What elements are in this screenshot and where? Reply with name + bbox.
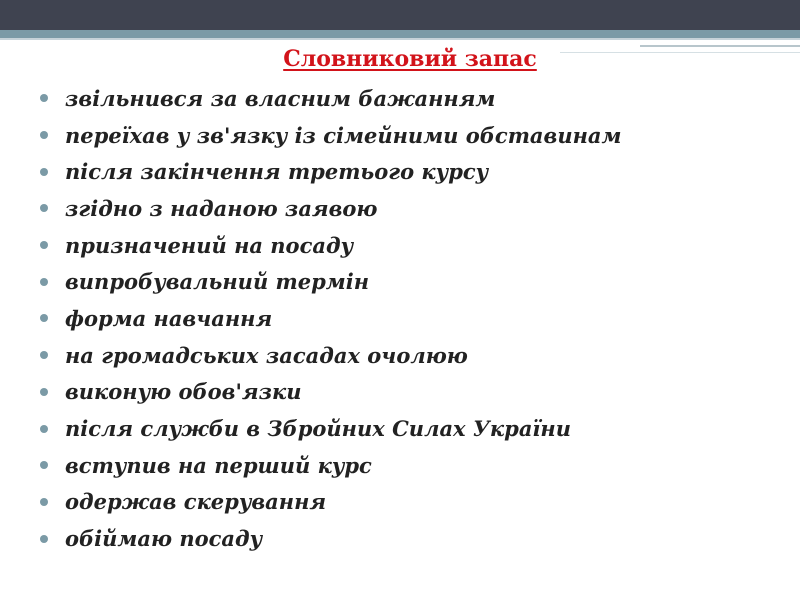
bullet-icon [40,241,48,249]
bullet-icon [40,351,48,359]
bullet-icon [40,314,48,322]
bullet-icon [40,94,48,102]
list-item-text: переїхав у зв'язку із сімейними обставинам [65,122,622,148]
list-item [40,410,621,447]
list-item-text: звільнився за власним бажанням [65,85,496,111]
header-accent-stripe [0,30,800,38]
header-band [0,0,800,30]
list-item-text: на громадських засадах очолюю [65,342,468,368]
list-item [40,153,621,190]
bullet-icon [40,498,48,506]
list-item [40,484,621,521]
list-item-text: згідно з наданою заявою [65,195,378,221]
list-item-text: призначений на посаду [65,232,354,258]
list-item [40,117,621,154]
list-item-text: одержав скерування [65,489,327,515]
list-item [40,520,621,557]
list-item [40,337,621,374]
list-item-text: виконую обов'язки [65,379,302,405]
bullet-icon [40,204,48,212]
header-divider-line [0,38,800,40]
list-item [40,374,621,411]
list-item-text: після закінчення третього курсу [65,159,489,185]
list-item-text: вступив на перший курс [65,452,372,478]
list-item [40,227,621,264]
list-item-text: обіймаю посаду [65,526,263,552]
bullet-icon [40,131,48,139]
bullet-icon [40,278,48,286]
list-item [40,300,621,337]
bullet-icon [40,461,48,469]
list-item-text: випробувальний термін [65,269,370,295]
list-item-text: після служби в Збройних Силах України [65,416,571,442]
bullet-icon [40,168,48,176]
list-item [40,80,621,117]
list-item [40,190,621,227]
list-item [40,263,621,300]
list-item-text: форма навчання [65,305,273,331]
bullet-icon [40,535,48,543]
bullet-icon [40,388,48,396]
list-item [40,447,621,484]
vocabulary-list [40,80,621,557]
bullet-icon [40,425,48,433]
slide-title: Словниковий запас [283,46,537,72]
